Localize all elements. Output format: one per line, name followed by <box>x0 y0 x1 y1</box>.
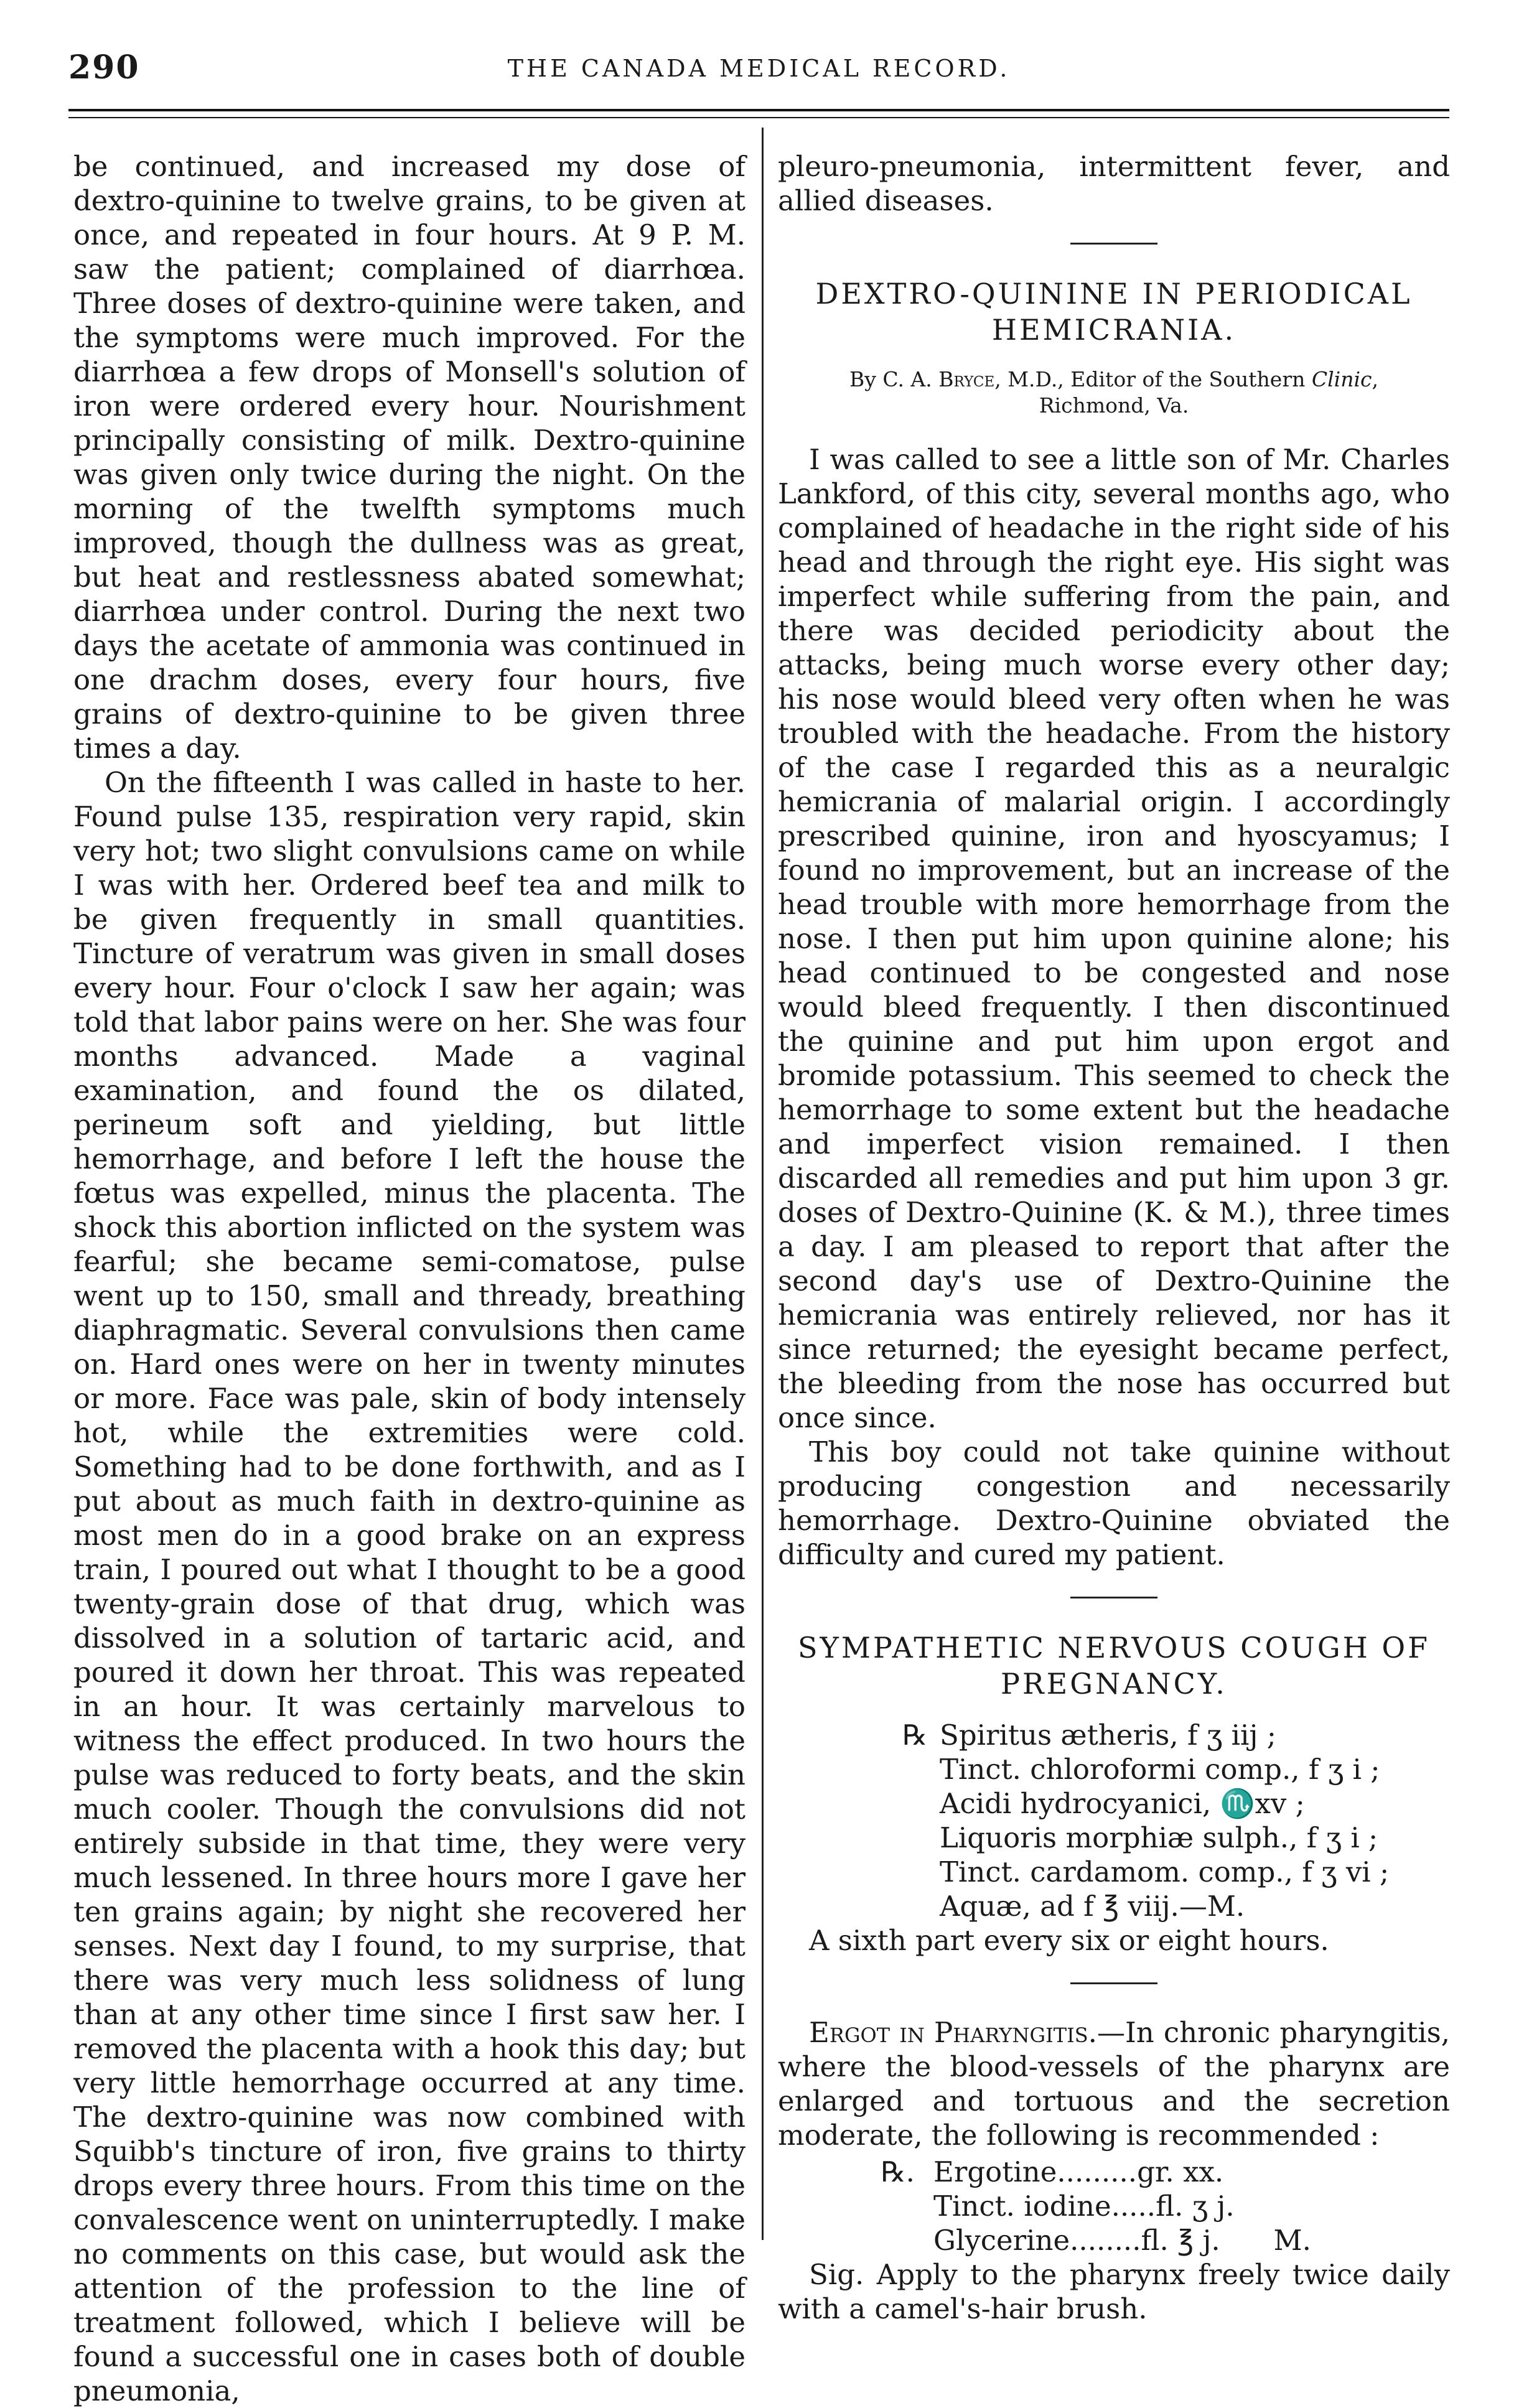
byline-mid: , M.D., Editor of the Southern <box>994 367 1312 391</box>
running-header <box>68 49 1449 92</box>
prescription-ingredient: Spiritus ætheris, f ʒ iij ; <box>940 1719 1276 1752</box>
column-divider <box>762 128 764 2240</box>
paragraph-continuation: pleuro-pneumonia, intermittent fever, and allied diseases. <box>778 150 1450 217</box>
section-text: —In chronic pharyngitis, where the blood-vessels of the pharynx are enlarged and tortuous and the secretion moderate, the following is recommended : <box>778 2016 1450 2152</box>
prescription-ingredient: Tinct. cardamom. comp., f ʒ vi ; <box>940 1855 1390 1888</box>
recipe-symbol: ℞ <box>902 1719 928 1752</box>
header-rule <box>68 109 1449 111</box>
journal-title: THE CANADA MEDICAL RECORD. <box>507 55 1011 82</box>
page-number: 290 <box>68 49 140 86</box>
section-rule <box>1070 1597 1157 1598</box>
prescription-ingredient: Acidi hydrocyanici, ♏xv ; <box>940 1787 1305 1820</box>
recipe-symbol: ℞. <box>881 2155 915 2188</box>
paragraph: This boy could not take quinine without producing congestion and necessarily hemorrhage. Dextro-Quinine obviated the difficulty and cured my patient. <box>778 1435 1450 1571</box>
paragraph: I was called to see a little son of Mr. Charles Lankford, of this city, several months ago, who complained of headache in the right side of his head and through the right eye. His sight was imperfect while suffering from the pain, and there was decided periodicity about the attacks, being much worse every other day; his nose would bleed very often when he was troubled with the headache. From the history of the case I regarded this as a neuralgic hemicrania of malarial origin. I accordingly prescribed quinine, iron and hyoscyamus; I found no improvement, but an increase of the head trouble with more hemorrhage from the nose. I then put him upon quinine alone; his head continued to be congested and nose would bleed frequently. I then discontinued the quinine and put him upon ergot and bromide potassium. This seemed to check the hemorrhage to some extent but the headache and imperfect vision remained. I then discarded all remedies and put him upon 3 gr. doses of Dextro-Quinine (K. & M.), three times a day. I am pleased to report that after the second day's use of Dextro-Quinine the hemicrania was entirely relieved, nor has it since returned; the eyesight became perfect, the bleeding from the nose has occurred but once since. <box>778 443 1450 1434</box>
prescription-ingredient: Tinct. chloroformi comp., f ʒ i ; <box>940 1753 1380 1786</box>
byline-prefix: By <box>849 367 883 391</box>
prescription-ingredient: Liquoris morphiæ sulph., f ʒ i ; <box>940 1821 1378 1854</box>
prescription-ingredient: Tinct. iodine.....fl. ʒ j. <box>933 2190 1235 2223</box>
byline-suffix: , Richmond, Va. <box>1039 367 1379 418</box>
prescription <box>778 1718 1450 1958</box>
paragraph: be continued, and increased my dose of dextro-quinine to twelve grains, to be given at once, and repeated in four hours. At 9 P. M. saw the patient; complained of diarrhœa. Three doses of dextro-quinine were taken, and the symptoms were much improved. For the diarrhœa a few drops of Monsell's solution of iron were ordered every hour. Nourishment principally consisting of milk. Dextro-quinine was given only twice during the night. On the morning of the twelfth symptoms much improved, though the dullness was as great, but heat and restlessness abated somewhat; diarrhœa under control. During the next two days the acetate of ammonia was continued in one drachm doses, every four hours, five grains of dextro-quinine to be given three times a day. <box>73 150 746 765</box>
article-title: DEXTRO-QUININE IN PERIODICAL HEMICRANIA. <box>815 277 1413 347</box>
paragraph <box>778 2015 1450 2152</box>
article-title: SYMPATHETIC NERVOUS COUGH OF PREGNANCY. <box>797 1631 1431 1701</box>
paragraph: On the fifteenth I was called in haste to her. Found pulse 135, respiration very rapid, skin very hot; two slight convulsions came on while I was with her. Ordered beef tea and milk to be given frequently in small quantities. Tincture of veratrum was given in small doses every hour. Four o'clock I saw her again; was told that labor pains were on her. She was four months advanced. Made a vaginal examination, and found the os dilated, perineum soft and yielding, but little hemorrhage, and before I left the house the fœtus was expelled, minus the placenta. The shock this abortion inflicted on the system was fearful; she became semi-comatose, pulse went up to 150, small and thready, breathing diaphragmatic. Several convulsions then came on. Hard ones were on her in twenty minutes or more. Face was pale, skin of body intensely hot, while the extremities were cold. Something had to be done forthwith, and as I put about as much faith in dextro-quinine as most men do in a good brake on an express train, I poured out what I thought to be a good twenty-grain dose of that drug, which was dissolved in a solution of tartaric acid, and poured it down her throat. This was repeated in an hour. It was certainly marvelous to witness the effect produced. In two hours the pulse was reduced to forty beats, and the skin much cooler. Though the convulsions did not entirely subside in that time, they were very much lessened. In three hours more I gave her ten grains again; by night she recovered her senses. Next day I found, to my surprise, that there was very much less solidness of lung than at any other time since I first saw her. I removed the placenta with a hook this day; but very little hemorrhage occurred at any time. The dextro-quinine was now combined with Squibb's tincture of iron, five grains to thirty drops every three hours. From this time on the convalescence went on uninterruptedly. I make no comments on this case, but would ask the attention of the profession to the line of treatment followed, which I believe will be found a successful one in cases both of double pneumonia, <box>73 766 746 2407</box>
section-rule <box>1070 243 1157 245</box>
left-column <box>73 149 746 2408</box>
prescription-line <box>778 2223 1450 2257</box>
prescription-line <box>778 1718 1450 1752</box>
prescription-direction: Sig. Apply to the pharynx freely twice daily with a camel's-hair brush. <box>778 2258 1450 2325</box>
prescription-ingredient: Aquæ, ad f ℥ viij.—M. <box>940 1890 1245 1923</box>
right-column <box>778 149 1450 2326</box>
prescription-line <box>778 2189 1450 2223</box>
byline-journal: Clinic <box>1311 367 1372 391</box>
byline-author: C. A. Bryce <box>882 367 995 391</box>
section-heading: Ergot in Pharyngitis. <box>809 2016 1097 2049</box>
prescription-ingredient: Glycerine........fl. ℥ j. M. <box>933 2224 1311 2257</box>
section-rule <box>1070 1982 1157 1984</box>
prescription-ingredient: Ergotine.........gr. xx. <box>933 2155 1224 2188</box>
prescription-direction: A sixth part every six or eight hours. <box>809 1924 1329 1957</box>
prescription <box>778 2155 1450 2257</box>
byline <box>803 366 1425 419</box>
prescription-line <box>778 2155 1450 2189</box>
header-rule-thin <box>68 117 1449 118</box>
